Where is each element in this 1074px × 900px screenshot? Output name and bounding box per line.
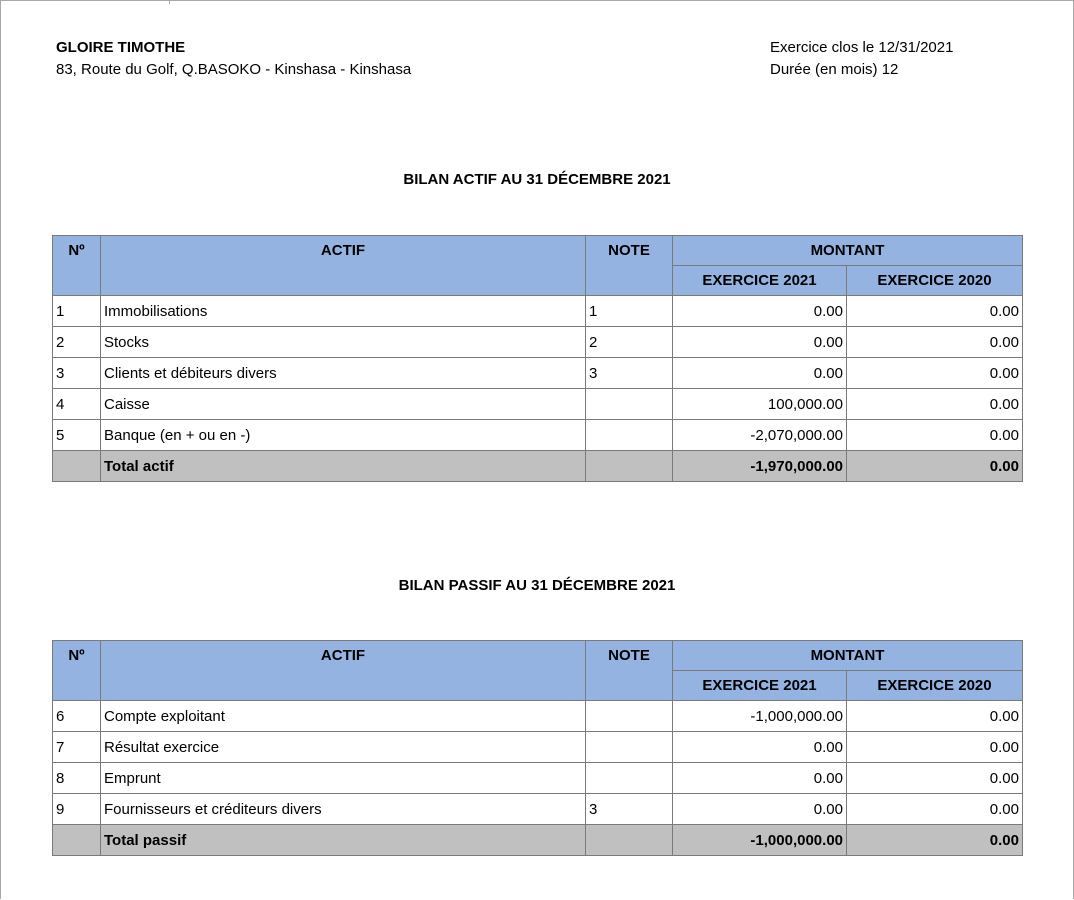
bilan-actif-table bbox=[52, 235, 1023, 482]
column-header-year1: EXERCICE 2021 bbox=[673, 671, 847, 701]
row-amount-2021: -2,070,000.00 bbox=[673, 420, 847, 451]
total-label: Total actif bbox=[101, 451, 586, 482]
company-name: GLOIRE TIMOTHE bbox=[56, 39, 186, 56]
row-num: 7 bbox=[53, 732, 101, 763]
row-note: 3 bbox=[586, 794, 673, 825]
bilan-actif-title: BILAN ACTIF AU 31 DÉCEMBRE 2021 bbox=[403, 171, 671, 188]
total-amount-2020: 0.00 bbox=[847, 451, 1023, 482]
company-info bbox=[56, 37, 411, 81]
table-row bbox=[53, 420, 1023, 451]
row-label: Stocks bbox=[101, 327, 586, 358]
row-amount-2020: 0.00 bbox=[847, 358, 1023, 389]
column-header-num: Nº bbox=[53, 236, 101, 296]
fiscal-year-end: Exercice clos le 12/31/2021 bbox=[770, 39, 954, 56]
total-num bbox=[53, 451, 101, 482]
row-amount-2021: 0.00 bbox=[673, 732, 847, 763]
total-amount-2021: -1,970,000.00 bbox=[673, 451, 847, 482]
total-amount-2021: -1,000,000.00 bbox=[673, 825, 847, 856]
period-info bbox=[770, 37, 953, 81]
column-header-label: ACTIF bbox=[101, 641, 586, 701]
column-header-year2: EXERCICE 2020 bbox=[847, 266, 1023, 296]
table-row bbox=[53, 763, 1023, 794]
row-num: 3 bbox=[53, 358, 101, 389]
row-num: 9 bbox=[53, 794, 101, 825]
row-num: 8 bbox=[53, 763, 101, 794]
table-row bbox=[53, 358, 1023, 389]
row-amount-2021: 0.00 bbox=[673, 327, 847, 358]
column-header-note: NOTE bbox=[586, 236, 673, 296]
row-note bbox=[586, 701, 673, 732]
row-amount-2020: 0.00 bbox=[847, 763, 1023, 794]
row-note bbox=[586, 732, 673, 763]
table-row bbox=[53, 701, 1023, 732]
row-num: 5 bbox=[53, 420, 101, 451]
row-amount-2020: 0.00 bbox=[847, 389, 1023, 420]
total-row bbox=[53, 825, 1023, 856]
column-header-amount: MONTANT bbox=[673, 236, 1023, 266]
row-label: Immobilisations bbox=[101, 296, 586, 327]
row-amount-2020: 0.00 bbox=[847, 327, 1023, 358]
column-header-note: NOTE bbox=[586, 641, 673, 701]
row-label: Banque (en + ou en -) bbox=[101, 420, 586, 451]
total-amount-2020: 0.00 bbox=[847, 825, 1023, 856]
row-label: Compte exploitant bbox=[101, 701, 586, 732]
column-header-year1: EXERCICE 2021 bbox=[673, 266, 847, 296]
period-duration: Durée (en mois) 12 bbox=[770, 61, 899, 78]
ruler-tick bbox=[169, 0, 170, 4]
row-note bbox=[586, 389, 673, 420]
row-note: 2 bbox=[586, 327, 673, 358]
table-row bbox=[53, 296, 1023, 327]
column-header-label: ACTIF bbox=[101, 236, 586, 296]
row-num: 6 bbox=[53, 701, 101, 732]
total-num bbox=[53, 825, 101, 856]
column-header-num: Nº bbox=[53, 641, 101, 701]
bilan-passif-title: BILAN PASSIF AU 31 DÉCEMBRE 2021 bbox=[398, 577, 676, 594]
row-amount-2021: 0.00 bbox=[673, 794, 847, 825]
total-note bbox=[586, 451, 673, 482]
row-num: 4 bbox=[53, 389, 101, 420]
table-row bbox=[53, 389, 1023, 420]
row-amount-2020: 0.00 bbox=[847, 296, 1023, 327]
total-note bbox=[586, 825, 673, 856]
column-header-amount: MONTANT bbox=[673, 641, 1023, 671]
row-note bbox=[586, 420, 673, 451]
row-amount-2020: 0.00 bbox=[847, 420, 1023, 451]
row-label: Clients et débiteurs divers bbox=[101, 358, 586, 389]
total-row bbox=[53, 451, 1023, 482]
bilan-passif-table bbox=[52, 640, 1023, 856]
row-amount-2021: -1,000,000.00 bbox=[673, 701, 847, 732]
row-amount-2020: 0.00 bbox=[847, 701, 1023, 732]
table-row bbox=[53, 327, 1023, 358]
row-amount-2020: 0.00 bbox=[847, 732, 1023, 763]
row-amount-2021: 0.00 bbox=[673, 296, 847, 327]
row-amount-2021: 100,000.00 bbox=[673, 389, 847, 420]
row-note: 1 bbox=[586, 296, 673, 327]
row-amount-2021: 0.00 bbox=[673, 358, 847, 389]
row-note bbox=[586, 763, 673, 794]
company-address: 83, Route du Golf, Q.BASOKO - Kinshasa - Kinshasa bbox=[56, 61, 412, 78]
row-amount-2020: 0.00 bbox=[847, 794, 1023, 825]
total-label: Total passif bbox=[101, 825, 586, 856]
row-label: Fournisseurs et créditeurs divers bbox=[101, 794, 586, 825]
row-num: 2 bbox=[53, 327, 101, 358]
row-note: 3 bbox=[586, 358, 673, 389]
row-num: 1 bbox=[53, 296, 101, 327]
row-label: Résultat exercice bbox=[101, 732, 586, 763]
table-row bbox=[53, 732, 1023, 763]
row-amount-2021: 0.00 bbox=[673, 763, 847, 794]
row-label: Caisse bbox=[101, 389, 586, 420]
column-header-year2: EXERCICE 2020 bbox=[847, 671, 1023, 701]
row-label: Emprunt bbox=[101, 763, 586, 794]
table-row bbox=[53, 794, 1023, 825]
